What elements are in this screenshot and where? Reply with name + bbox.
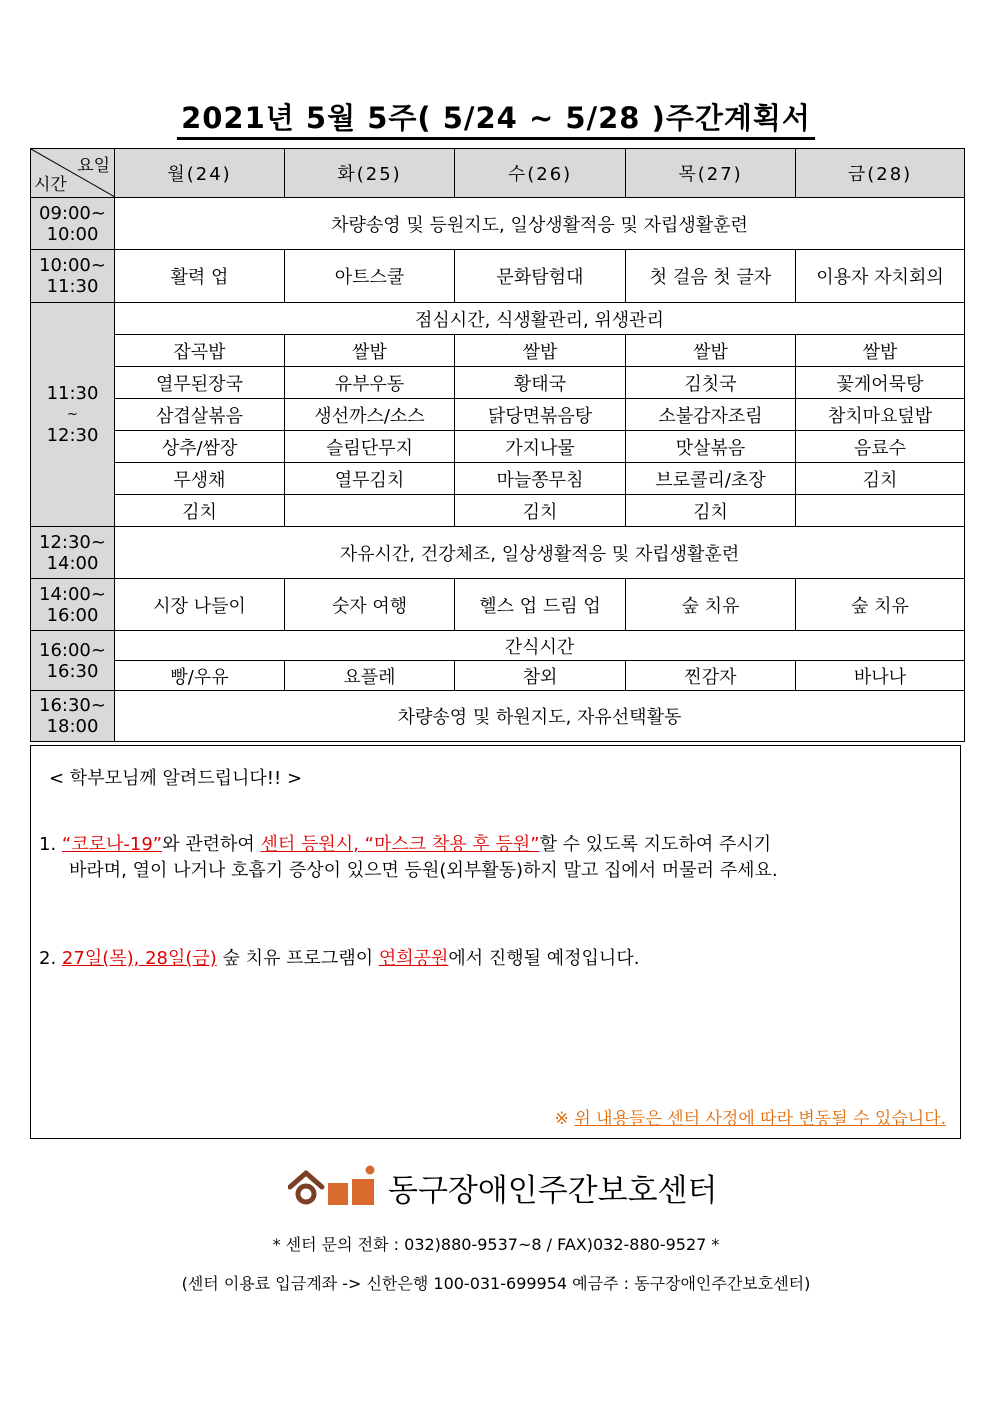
menu-cell: 김치 <box>796 463 965 495</box>
activity-cell: 차량송영 및 하원지도, 자유선택활동 <box>115 691 965 742</box>
day-header: 월(24) <box>115 149 285 198</box>
snack-cell: 참외 <box>455 661 626 691</box>
table-row <box>31 631 965 661</box>
activity-cell: 헬스 업 드림 업 <box>455 579 626 631</box>
table-row <box>31 250 965 303</box>
menu-cell: 슬림단무지 <box>285 431 455 463</box>
notice-box <box>30 745 961 1139</box>
menu-cell: 마늘쫑무침 <box>455 463 626 495</box>
menu-cell: 쌀밥 <box>285 335 455 367</box>
lunch-header: 점심시간, 식생활관리, 위생관리 <box>115 303 965 335</box>
table-row <box>31 661 965 691</box>
menu-row <box>31 367 965 399</box>
house-logo-icon <box>288 1165 378 1209</box>
menu-cell: 무생채 <box>115 463 285 495</box>
time-cell: 12:30~ 14:00 <box>31 527 115 579</box>
snack-header: 간식시간 <box>115 631 965 661</box>
center-name: 동구장애인주간보호센터 <box>388 1172 718 1209</box>
table-row <box>31 198 965 250</box>
menu-cell: 생선까스/소스 <box>285 399 455 431</box>
activity-cell: 자유시간, 건강체조, 일상생활적응 및 자립생활훈련 <box>115 527 965 579</box>
activity-cell: 숲 치유 <box>796 579 965 631</box>
menu-cell: 황태국 <box>455 367 626 399</box>
menu-cell <box>285 495 455 527</box>
time-axis-label: 시간 <box>34 175 67 195</box>
activity-cell: 첫 걸음 첫 글자 <box>626 250 796 303</box>
menu-row <box>31 431 965 463</box>
menu-cell: 열무된장국 <box>115 367 285 399</box>
snack-cell: 찐감자 <box>626 661 796 691</box>
menu-cell: 열무김치 <box>285 463 455 495</box>
page-title: 2021년 5월 5주( 5/24 ~ 5/28 )주간계획서 <box>177 101 815 140</box>
menu-cell: 가지나물 <box>455 431 626 463</box>
time-cell: 11:30 ~ 12:30 <box>31 303 115 527</box>
menu-cell: 잡곡밥 <box>115 335 285 367</box>
menu-row <box>31 495 965 527</box>
activity-cell: 차량송영 및 등원지도, 일상생활적응 및 자립생활훈련 <box>115 198 965 250</box>
menu-cell: 김칫국 <box>626 367 796 399</box>
time-cell: 16:30~ 18:00 <box>31 691 115 742</box>
contact-info: * 센터 문의 전화 : 032)880-9537~8 / FAX)032-880-9527 * <box>272 1235 720 1254</box>
menu-cell: 상추/쌈장 <box>115 431 285 463</box>
menu-row <box>31 463 965 495</box>
activity-cell: 문화탐험대 <box>455 250 626 303</box>
menu-cell: 김치 <box>115 495 285 527</box>
menu-cell: 삼겹살볶음 <box>115 399 285 431</box>
time-cell: 16:00~ 16:30 <box>31 631 115 691</box>
snack-cell: 빵/우유 <box>115 661 285 691</box>
table-row <box>31 691 965 742</box>
activity-cell: 아트스쿨 <box>285 250 455 303</box>
snack-cell: 바나나 <box>796 661 965 691</box>
menu-cell: 꽃게어묵탕 <box>796 367 965 399</box>
highlight-text: 27일(목), 28일(금) <box>61 948 217 969</box>
schedule-table <box>30 148 965 742</box>
menu-cell: 맛살볶음 <box>626 431 796 463</box>
day-header: 수(26) <box>455 149 626 198</box>
notice-item-2: 2. 27일(목), 28일(금) 숲 치유 프로그램이 연희공원에서 진행될 예정입니다. <box>39 948 640 969</box>
menu-cell: 소불감자조림 <box>626 399 796 431</box>
table-row <box>31 579 965 631</box>
menu-row <box>31 399 965 431</box>
menu-cell: 음료수 <box>796 431 965 463</box>
highlight-text: “코로나-19” <box>61 834 163 855</box>
snack-cell: 요플레 <box>285 661 455 691</box>
activity-cell: 숫자 여행 <box>285 579 455 631</box>
menu-cell: 쌀밥 <box>626 335 796 367</box>
menu-cell: 김치 <box>626 495 796 527</box>
corner-header <box>31 149 115 198</box>
time-cell: 10:00~ 11:30 <box>31 250 115 303</box>
activity-cell: 이용자 자치회의 <box>796 250 965 303</box>
notice-heading: < 학부모님께 알려드립니다!! > <box>49 768 303 789</box>
table-row <box>31 527 965 579</box>
center-logo <box>288 1163 717 1211</box>
menu-cell: 쌀밥 <box>796 335 965 367</box>
menu-cell: 쌀밥 <box>455 335 626 367</box>
time-cell: 09:00~ 10:00 <box>31 198 115 250</box>
page-title-wrap <box>0 96 992 137</box>
activity-cell: 활력 업 <box>115 250 285 303</box>
menu-cell: 브로콜리/초장 <box>626 463 796 495</box>
day-header: 목(27) <box>626 149 796 198</box>
day-header: 금(28) <box>796 149 965 198</box>
bank-info: (센터 이용료 입금계좌 -> 신한은행 100-031-699954 예금주 : 동구장애인주간보호센터) <box>181 1274 811 1293</box>
day-axis-label: 요일 <box>77 156 110 176</box>
menu-row <box>31 335 965 367</box>
highlight-text: 센터 등원시, “마스크 착용 후 등원” <box>260 834 540 855</box>
table-row <box>31 303 965 335</box>
activity-cell: 숲 치유 <box>626 579 796 631</box>
highlight-text: 연희공원 <box>378 948 449 969</box>
time-cell: 14:00~ 16:00 <box>31 579 115 631</box>
menu-cell: 참치마요덮밥 <box>796 399 965 431</box>
day-header: 화(25) <box>285 149 455 198</box>
activity-cell: 시장 나들이 <box>115 579 285 631</box>
menu-cell: 김치 <box>455 495 626 527</box>
notice-item-1: 1. “코로나-19”와 관련하여 센터 등원시, “마스크 착용 후 등원”할 수 있도록 지도하여 주시기 바라며, 열이 나거나 호흡기 증상이 있으면 등원(외부활동)하지 말고 집에서 머물러 주세요. <box>39 834 778 881</box>
menu-cell: 닭당면볶음탕 <box>455 399 626 431</box>
menu-cell: 유부우동 <box>285 367 455 399</box>
disclaimer-note: ※ 위 내용들은 센터 사정에 따라 변동될 수 있습니다. <box>554 1109 946 1129</box>
menu-cell <box>796 495 965 527</box>
